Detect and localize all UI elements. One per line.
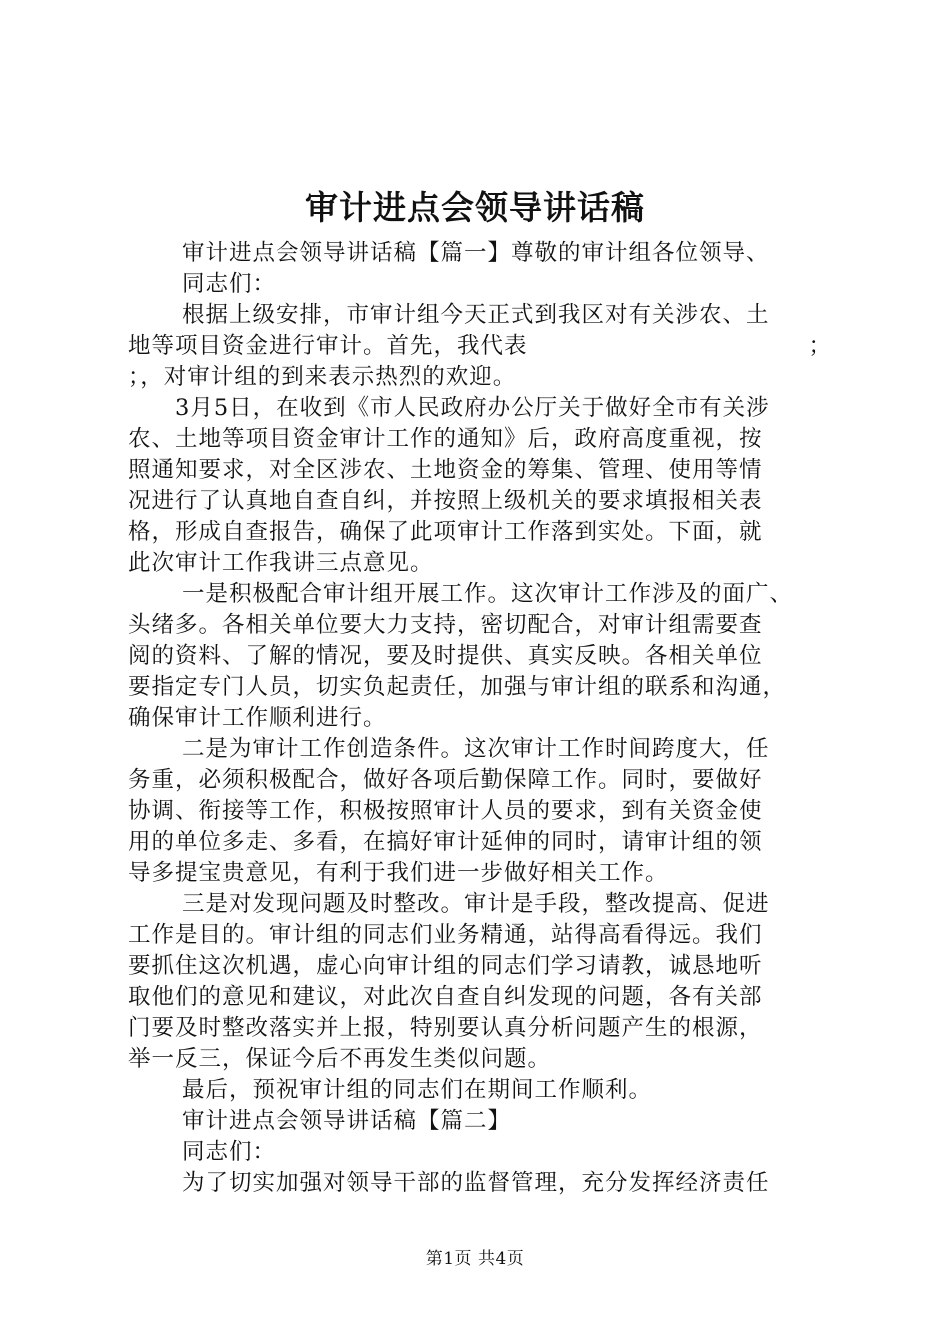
paragraph-line: 农、土地等项目资金审计工作的通知》后，政府高度重视，按 — [128, 426, 763, 452]
paragraph-line: 用的单位多走、多看，在搞好审计延伸的同时，请审计组的领 — [128, 829, 763, 855]
paragraph-line: 照通知要求，对全区涉农、土地资金的筹集、管理、使用等情 — [128, 457, 763, 483]
paragraph-line: 为了切实加强对领导干部的监督管理，充分发挥经济责任 — [182, 1170, 770, 1196]
paragraph-line: 门要及时整改落实并上报，特别要认真分析问题产生的根源， — [128, 1015, 763, 1041]
paragraph-line: 取他们的意见和建议，对此次自查自纠发现的问题，各有关部 — [128, 984, 763, 1010]
paragraph-line: 二是为审计工作创造条件。这次审计工作时间跨度大，任 — [182, 736, 770, 762]
paragraph-line: 要指定专门人员，切实负起责任，加强与审计组的联系和沟通， — [128, 674, 787, 700]
paragraph-line: 要抓住这次机遇，虚心向审计组的同志们学习请教，诚恳地听 — [128, 953, 763, 979]
paragraph-line: 举一反三，保证今后不再发生类似问题。 — [128, 1046, 552, 1072]
paragraph-line: 阅的资料、了解的情况，要及时提供、真实反映。各相关单位 — [128, 643, 763, 669]
paragraph-line: 此次审计工作我讲三点意见。 — [128, 550, 434, 576]
paragraph-line: 一是积极配合审计组开展工作。这次审计工作涉及的面广、 — [182, 581, 794, 607]
paragraph-line: 确保审计工作顺利进行。 — [128, 705, 387, 731]
paragraph-line: 务重，必须积极配合，做好各项后勤保障工作。同时，要做好 — [128, 767, 763, 793]
paragraph-line: 况进行了认真地自查自纠，并按照上级机关的要求填报相关表 — [128, 488, 763, 514]
paragraph-line: ；，对审计组的到来表示热烈的欢迎。 — [128, 364, 517, 390]
document-title: 审计进点会领导讲话稿 — [305, 188, 645, 227]
paragraph-line: 头绪多。各相关单位要大力支持，密切配合，对审计组需要查 — [128, 612, 763, 638]
paragraph-line: 审计进点会领导讲话稿【篇一】尊敬的审计组各位领导、 — [182, 240, 770, 266]
paragraph-line: 根据上级安排，市审计组今天正式到我区对有关涉农、土 — [182, 302, 770, 328]
paragraph-line: ； — [808, 333, 832, 359]
paragraph-line: 审计进点会领导讲话稿【篇二】 — [182, 1108, 512, 1134]
paragraph-line: 三是对发现问题及时整改。审计是手段，整改提高、促进 — [182, 891, 770, 917]
page-footer: 第1页 共4页 — [425, 1249, 525, 1269]
paragraph-line: 格，形成自查报告，确保了此项审计工作落到实处。下面，就 — [128, 519, 763, 545]
paragraph-line: 地等项目资金进行审计。首先，我代表 — [128, 333, 528, 359]
paragraph-line: 协调、衔接等工作，积极按照审计人员的要求，到有关资金使 — [128, 798, 763, 824]
paragraph-line: 同志们： — [182, 271, 277, 297]
document-body — [128, 238, 832, 1199]
paragraph-line: 3月5日，在收到《市人民政府办公厅关于做好全市有关涉 — [175, 395, 770, 421]
paragraph-line: 同志们： — [182, 1139, 277, 1165]
paragraph-line: 导多提宝贵意见，有利于我们进一步做好相关工作。 — [128, 860, 669, 886]
paragraph-line: 最后，预祝审计组的同志们在期间工作顺利。 — [182, 1077, 653, 1103]
paragraph-line: 工作是目的。审计组的同志们业务精通，站得高看得远。我们 — [128, 922, 763, 948]
paragraph-line-group — [128, 331, 832, 362]
